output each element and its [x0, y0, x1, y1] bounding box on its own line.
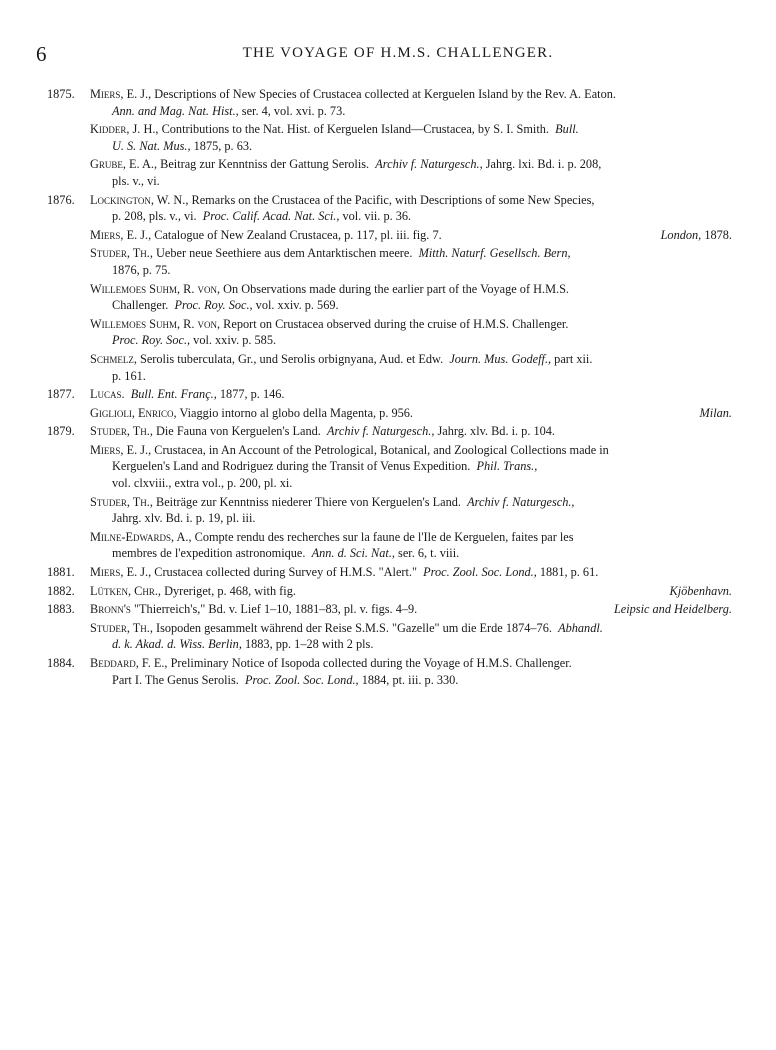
- year-label: 1883.: [47, 602, 75, 617]
- entry-title: Report on Crustacea observed during the cruise of H.M.S. Challenger.: [220, 316, 569, 331]
- entry-title: Contributions to the Nat. Hist. of Kerguelen Island—Crustacea, by S. I. Smith.: [158, 122, 549, 137]
- entry-citation: vol. xxiv. p. 585.: [190, 333, 277, 348]
- year-group-1881: [0, 564, 776, 581]
- entry-citation: Jahrg. xlv. Bd. i. p. 19, pl. iii.: [112, 511, 256, 526]
- entry-author: Grube, E. A.,: [90, 157, 158, 172]
- entry-citation: ser. 4, vol. xvi. p. 73.: [238, 103, 346, 118]
- entry-place-name: London,: [660, 227, 702, 242]
- year-label: 1876.: [47, 192, 75, 207]
- entry-citation: p. 208, pls. v., vi.: [112, 209, 197, 224]
- year-label: 1875.: [47, 87, 75, 101]
- bib-entry: [90, 192, 732, 225]
- entry-author: Giglioli, Enrico,: [90, 405, 177, 420]
- entry-citation: 1877, p. 146.: [216, 387, 285, 402]
- bib-entry: [90, 386, 732, 403]
- entry-title: Isopoden gesammelt während der Reise S.M.S. "Gazelle" um die Erde 1874–76.: [152, 620, 552, 635]
- entry-author: Beddard, F. E.,: [90, 656, 168, 670]
- year-label: 1882.: [47, 583, 75, 598]
- entry-journal: U. S. Nat. Mus.,: [112, 138, 191, 153]
- entry-author: Lucas.: [90, 387, 125, 402]
- entry-journal: Proc. Calif. Acad. Nat. Sci.,: [202, 209, 340, 224]
- year-group-1883: [0, 601, 776, 653]
- entry-title: On Observations made during the earlier part of the Voyage of H.M.S.: [220, 281, 569, 296]
- entry-title: Viaggio intorno al globo della Magenta, p. 956.: [176, 405, 413, 420]
- entry-title: Descriptions of New Species of Crustacea collected at Kerguelen Island by the Rev. A. Eaton.: [151, 87, 616, 101]
- year-group-1876: [0, 192, 776, 385]
- entry-journal: Proc. Zool. Soc. Lond.,: [244, 672, 359, 687]
- entry-citation: part xii.: [551, 351, 593, 366]
- entry-journal: Proc. Roy. Soc.,: [174, 298, 253, 313]
- entry-journal: Phil. Trans.,: [476, 459, 538, 474]
- bib-entry: [90, 86, 732, 119]
- entry-journal: Abhandl.: [558, 620, 603, 635]
- entry-citation: vol. vii. p. 36.: [339, 209, 412, 224]
- year-label: 1877.: [47, 387, 75, 402]
- bib-entry: [90, 351, 732, 384]
- entry-title: Compte rendu des recherches sur la faune de l'Ile de Kerguelen, faites par les: [191, 529, 574, 544]
- entry-author: Miers, E. J.,: [90, 565, 152, 580]
- entry-author: Studer, Th.,: [90, 494, 153, 509]
- entry-author: Bronn's: [90, 602, 131, 617]
- bib-entry: [90, 156, 732, 189]
- entry-journal: Bull.: [555, 122, 579, 137]
- entry-citation: vol. xxiv. p. 569.: [252, 298, 339, 313]
- entry-author: Lütken, Chr.,: [90, 583, 162, 598]
- entry-journal: Journ. Mus. Godeff.,: [449, 351, 552, 366]
- entry-journal: Proc. Zool. Soc. Lond.,: [423, 565, 537, 580]
- entry-citation: 1875, p. 63.: [190, 138, 253, 153]
- entry-citation: Challenger.: [112, 298, 169, 313]
- entry-title: Serolis tuberculata, Gr., und Serolis orbignyana, Aud. et Edw.: [136, 351, 444, 366]
- entry-citation: pls. v., vi.: [112, 173, 160, 188]
- bib-entry: [90, 655, 732, 688]
- entry-citation: 1883, pp. 1–28 with 2 pls.: [241, 637, 374, 652]
- entry-title: Beitrag zur Kenntniss der Gattung Serolis.: [157, 157, 370, 172]
- bib-entry: [90, 529, 732, 562]
- entry-citation: 1884, pt. iii. p. 330.: [358, 672, 459, 687]
- entry-place: Milan.: [699, 405, 732, 420]
- bib-entry: [90, 423, 732, 440]
- entry-title: "Thierreich's," Bd. v. Lief 1–10, 1881–83, pl. v. figs. 4–9.: [130, 602, 418, 617]
- bib-entry: [90, 494, 732, 527]
- entry-author: Miers, E. J.,: [90, 87, 152, 101]
- bib-entry: [90, 121, 732, 154]
- entry-place: Leipsic and Heidelberg.: [613, 602, 732, 617]
- entry-citation: Jahrg. lxi. Bd. i. p. 208,: [482, 157, 602, 172]
- entry-journal: Mitth. Naturf. Gesellsch. Bern,: [418, 246, 571, 261]
- entry-title: Dyreriget, p. 468, with fig.: [161, 583, 296, 598]
- entry-journal: Archiv f. Naturgesch.,: [327, 424, 435, 439]
- entry-title: Die Fauna von Kerguelen's Land.: [152, 424, 321, 439]
- entry-author: Milne-Edwards, A.,: [90, 529, 192, 544]
- entry-author: Studer, Th.,: [90, 246, 153, 261]
- entry-author: Studer, Th.,: [90, 620, 153, 635]
- entry-citation: 1876, p. 75.: [112, 262, 171, 277]
- entry-author: Miers, E. J.,: [90, 227, 152, 242]
- year-group-1877: [0, 386, 776, 421]
- entry-author: Willemoes Suhm, R. von,: [90, 316, 221, 331]
- year-group-1884: [0, 655, 776, 688]
- bib-entry: [90, 620, 732, 653]
- bib-entry: [90, 316, 732, 349]
- entry-title: Catalogue of New Zealand Crustacea, p. 117, pl. iii. fig. 7.: [151, 227, 442, 242]
- entry-citation: Jahrg. xlv. Bd. i. p. 104.: [434, 424, 555, 439]
- entry-title: Remarks on the Crustacea of the Pacific, with Descriptions of some New Species,: [188, 192, 595, 207]
- bib-entry: [90, 583, 732, 600]
- entry-journal: Bull. Ent. Franç.,: [130, 387, 217, 402]
- year-label: 1879.: [47, 424, 75, 439]
- bib-entry: [90, 281, 732, 314]
- entry-journal: Archiv f. Naturgesch.,: [375, 157, 483, 172]
- entry-title: membres de l'expedition astronomique.: [112, 546, 306, 561]
- year-group-1879: [0, 423, 776, 562]
- running-title: THE VOYAGE OF H.M.S. CHALLENGER.: [242, 45, 554, 61]
- bibliography: [0, 86, 776, 690]
- entry-title: Part I. The Genus Serolis.: [112, 672, 239, 687]
- year-label: 1881.: [47, 565, 75, 580]
- entry-citation: vol. clxviii., extra vol., p. 200, pl. xi.: [112, 476, 293, 491]
- page-number: 6: [36, 42, 47, 66]
- entry-place: Kjöbenhavn.: [669, 583, 732, 598]
- entry-citation: ser. 6, t. viii.: [394, 546, 460, 561]
- entry-place: [661, 227, 732, 244]
- entry-title: Preliminary Notice of Isopoda collected during the Voyage of H.M.S. Challenger.: [167, 656, 572, 670]
- entry-citation: p. 161.: [112, 368, 146, 383]
- entry-journal: Archiv f. Naturgesch.,: [467, 494, 575, 509]
- entry-title: Beiträge zur Kenntniss niederer Thiere von Kerguelen's Land.: [152, 494, 461, 509]
- entry-journal: Proc. Roy. Soc.,: [112, 333, 191, 348]
- entry-journal: d. k. Akad. d. Wiss. Berlin,: [112, 637, 242, 652]
- bib-entry: [90, 564, 732, 581]
- entry-author: Lockington, W. N.,: [90, 192, 189, 207]
- entry-author: Kidder, J. H.,: [90, 122, 159, 137]
- entry-author: Willemoes Suhm, R. von,: [90, 281, 221, 296]
- entry-title: Kerguelen's Land and Rodriguez during the Transit of Venus Expedition.: [112, 459, 471, 474]
- bib-entry: [90, 227, 732, 244]
- entry-title: Crustacea collected during Survey of H.M.S. "Alert.": [151, 565, 418, 580]
- entry-journal: Ann. d. Sci. Nat.,: [311, 546, 395, 561]
- year-label: 1884.: [47, 656, 75, 670]
- bib-entry: [90, 245, 732, 278]
- entry-title: Crustacea, in An Account of the Petrological, Botanical, and Zoological Collections made in: [151, 442, 609, 457]
- year-group-1875: [0, 86, 776, 190]
- bib-entry: [90, 442, 732, 492]
- entry-citation: 1881, p. 61.: [536, 565, 599, 580]
- year-group-1882: [0, 583, 776, 600]
- bib-entry: [90, 405, 732, 422]
- bib-entry: [90, 601, 732, 618]
- entry-author: Schmelz,: [90, 351, 137, 366]
- entry-title: Ueber neue Seethiere aus dem Antarktischen meere.: [152, 246, 413, 261]
- entry-author: Studer, Th.,: [90, 424, 153, 439]
- entry-journal: Ann. and Mag. Nat. Hist.,: [112, 103, 239, 118]
- entry-author: Miers, E. J.,: [90, 442, 152, 457]
- entry-place-year: 1878.: [701, 227, 732, 242]
